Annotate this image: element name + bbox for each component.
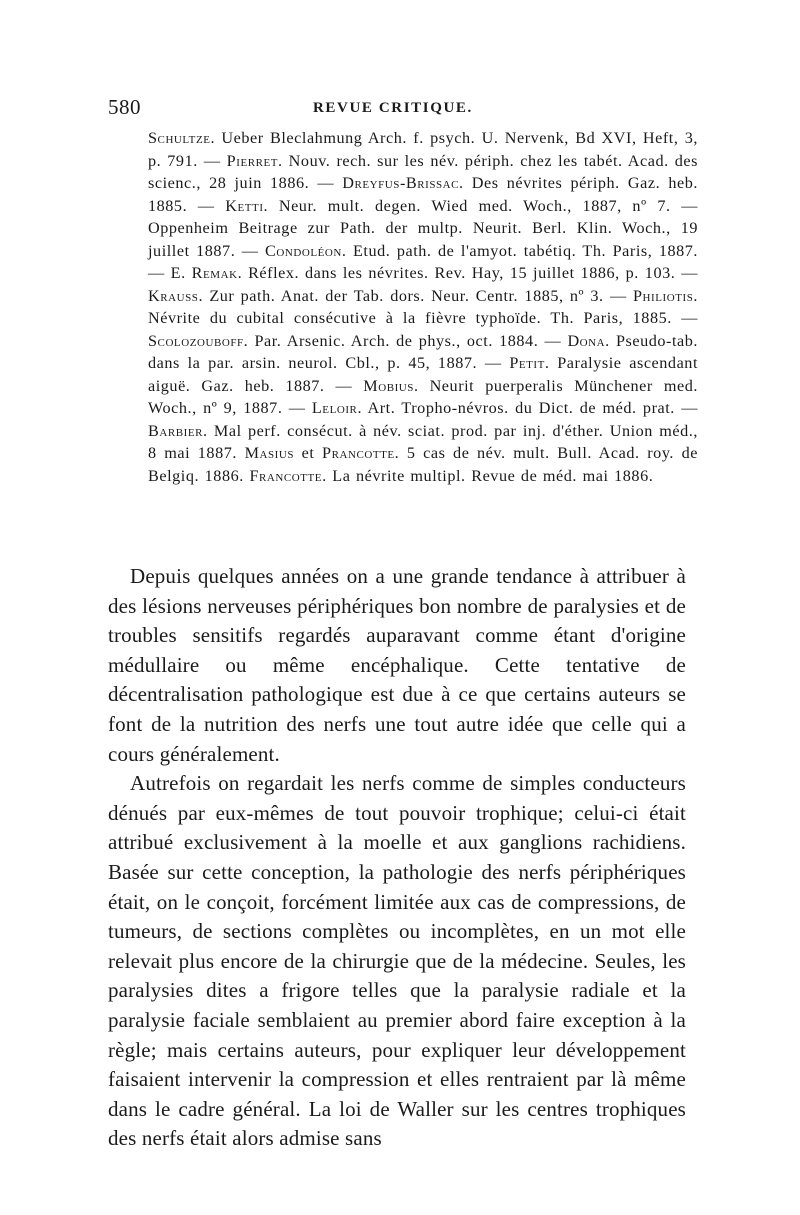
bibliography-author: Dreyfus-Brissac [342, 174, 460, 192]
bibliography-reference: . Pseudo-tab. dans la par. arsin. neurol. Cbl., p. 45, 1887. — [148, 331, 698, 372]
bibliography-reference: . Neurit puerperalis Münchener med. Woch., nº 9, 1887. — [148, 376, 698, 417]
bibliography-reference: . Etud. path. de l'amyot. tabétiq. Th. Paris, 1887. — [148, 241, 698, 282]
bibliography-author: Petit [509, 354, 545, 372]
bibliography-author: E. Remak [170, 264, 238, 282]
paragraph: Depuis quelques années on a une grande tendance à attribuer à des lésions nerveuses périphériques bon nombre de paralysies et de troubles sensitifs regardés auparavant comme étant d'origine médullaire ou même encéphalique. Cette tentative de décentralisation pathologique est due à ce que certains auteurs se font de la nutrition des nerfs une tout autre idée que celle qui a cours généralement. [108, 564, 686, 766]
bibliography-reference: . Paralysie ascendant aiguë. Gaz. heb. 1887. — [148, 354, 698, 395]
paragraph: Autrefois on regardait les nerfs comme de simples conducteurs dénués par eux-mêmes de tout pouvoir trophique; celui-ci était attribué exclusivement à la moelle et aux ganglions rachidiens. Basée sur cette conception, la pathologie des nerfs périphériques était, on le conçoit, forcément limitée aux cas de compressions, de tumeurs, de sections complètes ou incomplètes, en un mot elle relevait plus encore de la chirurgie que de la médecine. Seules, les paralysies dites a frigore telles que la paralysie radiale et la paralysie faciale semblaient au premier abord faire exception à la règle; mais certains auteurs, pour expliquer leur développement faisaient intervenir la compression et elles rentraient par là même dans le cadre général. La loi de Waller sur les centres trophiques des nerfs était alors admise sans [108, 771, 686, 1151]
bibliography-author: Prancotte [322, 444, 395, 462]
bibliography-author: Condoléon [265, 241, 342, 260]
bibliography-author: Pierret [226, 151, 279, 170]
page-number: 580 [108, 95, 141, 119]
bibliography-reference: . Mal perf. consécut. à név. sciat. prod. par inj. d'éther. Union méd., 8 mai 1887. [148, 421, 698, 462]
bibliography-author: Dona [567, 331, 606, 350]
bibliography-author: Ketti [225, 196, 264, 215]
running-head [108, 95, 690, 125]
bibliography-reference: . Neur. mult. degen. Wied med. Woch., 1887, nº 7. — Oppenheim Beitrage zur Path. der multp. Neurit. Berl. Klin. Woch., 19 juillet 1887. — [148, 196, 698, 260]
bibliography-reference: . Par. Arsenic. Arch. de phys., oct. 1884. — [243, 331, 568, 350]
bibliography-reference: . 5 cas de név. mult. Bull. Acad. roy. de Belgiq. 1886. [148, 444, 698, 485]
bibliography-author: Scolozouboff [148, 331, 244, 350]
bibliography-reference: . Névrite du cubital consécutive à la fièvre typhoïde. Th. Paris, 1885. — [148, 286, 698, 327]
bibliography-reference: . Des névrites périph. Gaz. heb. 1885. — [148, 174, 698, 215]
bibliography-author: Francotte [249, 466, 323, 485]
bibliography-reference: . Art. Tropho-névros. du Dict. de méd. prat. — [357, 399, 698, 417]
bibliography-reference: . Zur path. Anat. der Tab. dors. Neur. Centr. 1885, nº 3. — [198, 286, 633, 305]
bibliography-block [148, 127, 698, 487]
bibliography-reference: . Nouv. rech. sur les név. périph. chez les tabét. Acad. des scienc., 28 juin 1886. — [148, 151, 699, 192]
bibliography-author: Krauss [148, 286, 199, 305]
main-text [108, 562, 686, 1154]
bibliography-reference: . Réflex. dans les névrites. Rev. Hay, 15 juillet 1886, p. 103. — [237, 264, 698, 282]
bibliography-author: Mobius [363, 376, 414, 395]
bibliography-reference: et [294, 444, 323, 462]
bibliography-author: Philiotis [633, 286, 694, 305]
bibliography-reference: . Ueber Bleclahmung Arch. f. psych. U. Nervenk, Bd XVI, Heft, 3, p. 791. — [148, 129, 698, 170]
journal-title: REVUE CRITIQUE. [313, 100, 473, 116]
bibliography-author: Barbier [148, 421, 203, 440]
bibliography-reference: . La névrite multipl. Revue de méd. mai 1886. [322, 466, 654, 485]
bibliography-author: Masius [244, 444, 295, 462]
bibliography-author: Leloir [311, 399, 358, 417]
bibliography-author: Schultze [148, 129, 211, 147]
